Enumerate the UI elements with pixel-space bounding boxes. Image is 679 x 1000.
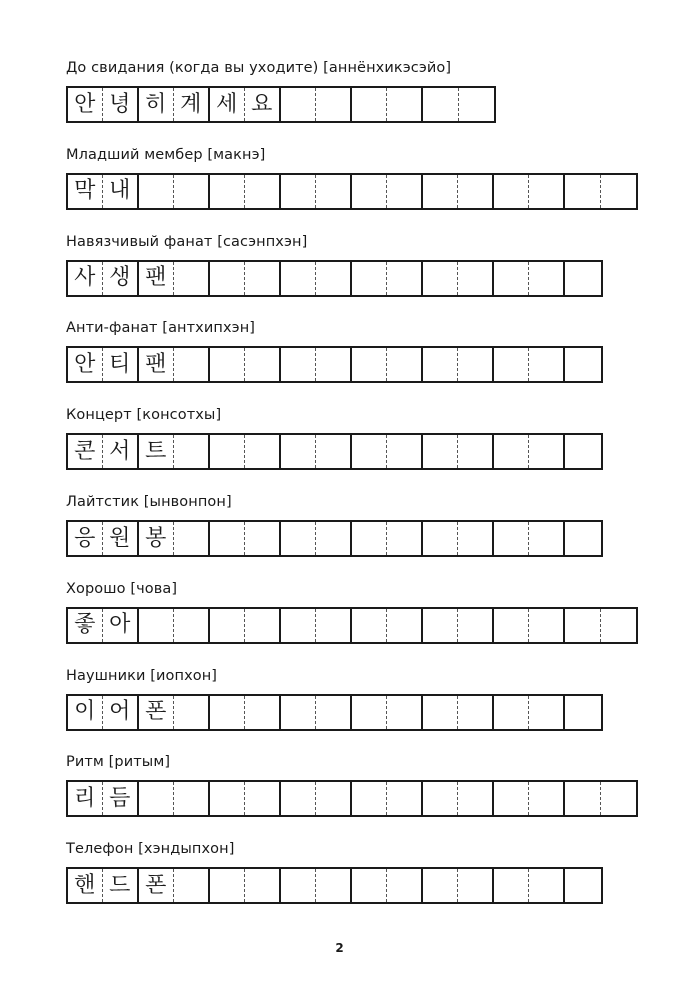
blank-cell[interactable] xyxy=(245,869,279,902)
hangul-char[interactable]: 내 xyxy=(109,178,131,204)
blank-cell[interactable] xyxy=(494,522,529,555)
blank-cell[interactable] xyxy=(139,175,174,208)
grid-square xyxy=(565,869,601,902)
hangul-char[interactable]: 좋 xyxy=(68,609,103,642)
blank-cell[interactable] xyxy=(316,348,350,381)
blank-cell[interactable] xyxy=(210,435,245,468)
grid-square xyxy=(281,262,352,295)
blank-cell[interactable] xyxy=(387,609,421,642)
grid-square xyxy=(565,435,601,468)
entry-label: Хорошо [чова] xyxy=(66,580,178,597)
grid-square xyxy=(68,435,139,468)
blank-cell[interactable] xyxy=(458,262,492,295)
grid-square xyxy=(139,88,210,121)
blank-cell[interactable] xyxy=(245,435,279,468)
grid-square xyxy=(281,869,352,902)
grid-square xyxy=(210,869,281,902)
blank-cell[interactable] xyxy=(494,262,529,295)
blank-cell[interactable] xyxy=(387,348,421,381)
blank-cell[interactable] xyxy=(281,88,316,121)
blank-cell[interactable] xyxy=(245,175,279,208)
writing-grid xyxy=(66,520,603,557)
blank-cell[interactable] xyxy=(423,175,458,208)
grid-square xyxy=(210,696,281,729)
blank-cell[interactable] xyxy=(387,435,421,468)
grid-square xyxy=(352,609,423,642)
grid-square xyxy=(423,348,494,381)
blank-cell[interactable] xyxy=(387,88,421,121)
blank-cell[interactable] xyxy=(387,262,421,295)
grid-square xyxy=(494,175,565,208)
entry-label: Концерт [консотхы] xyxy=(66,407,222,424)
blank-cell[interactable] xyxy=(281,348,316,381)
blank-cell[interactable] xyxy=(352,262,387,295)
grid-square xyxy=(565,175,636,208)
blank-cell[interactable] xyxy=(316,696,350,729)
grid-square xyxy=(565,262,601,295)
blank-cell[interactable] xyxy=(494,869,529,902)
hangul-char[interactable]: 응 xyxy=(68,522,103,555)
hangul-char[interactable]: 폰 xyxy=(139,696,174,729)
blank-cell[interactable] xyxy=(423,782,458,815)
grid-square xyxy=(494,696,565,729)
grid-square xyxy=(565,696,601,729)
practice-entry xyxy=(66,580,178,638)
blank-cell[interactable] xyxy=(494,435,529,468)
grid-square xyxy=(565,782,636,815)
blank-cell[interactable] xyxy=(387,869,421,902)
blank-cell[interactable] xyxy=(529,175,563,208)
blank-cell[interactable] xyxy=(352,348,387,381)
blank-cell[interactable] xyxy=(529,609,563,642)
grid-square xyxy=(281,522,352,555)
blank-cell[interactable] xyxy=(174,262,208,295)
blank-cell[interactable] xyxy=(494,696,529,729)
grid-square xyxy=(210,88,281,121)
blank-cell[interactable] xyxy=(316,609,350,642)
entry-label: Навязчивый фанат [сасэнпхэн] xyxy=(66,233,308,250)
grid-square xyxy=(352,88,423,121)
blank-cell[interactable] xyxy=(316,522,350,555)
entry-label: Телефон [хэндыпхон] xyxy=(66,841,235,858)
grid-square xyxy=(352,522,423,555)
blank-cell[interactable] xyxy=(174,435,208,468)
hangul-char[interactable]: 사 xyxy=(68,262,103,295)
hangul-char[interactable]: 콘 xyxy=(68,435,103,468)
grid-square xyxy=(565,522,601,555)
practice-entry xyxy=(66,233,308,291)
hangul-char[interactable]: 팬 xyxy=(139,348,174,381)
hangul-char[interactable]: 폰 xyxy=(139,869,174,902)
blank-cell[interactable] xyxy=(423,869,458,902)
blank-cell[interactable] xyxy=(281,435,316,468)
practice-entry xyxy=(66,840,235,898)
practice-entry xyxy=(66,59,452,117)
writing-grid xyxy=(66,607,638,644)
writing-grid xyxy=(66,780,638,817)
grid-square xyxy=(68,262,139,295)
entry-label: До свидания (когда вы уходите) [аннёнхикэсэйо] xyxy=(66,60,452,76)
grid-square xyxy=(281,88,352,121)
page-number: 2 xyxy=(335,941,344,955)
hangul-char[interactable]: 드 xyxy=(109,872,131,898)
blank-cell[interactable] xyxy=(494,348,529,381)
blank-cell[interactable] xyxy=(281,869,316,902)
grid-square xyxy=(210,435,281,468)
blank-cell[interactable] xyxy=(565,435,601,468)
grid-square xyxy=(281,348,352,381)
practice-entry xyxy=(66,319,256,377)
blank-cell[interactable] xyxy=(387,782,421,815)
grid-square xyxy=(281,435,352,468)
blank-cell[interactable] xyxy=(565,175,601,208)
blank-cell[interactable] xyxy=(565,348,601,381)
hangul-char[interactable]: 안 xyxy=(68,88,103,121)
grid-square xyxy=(210,522,281,555)
blank-cell[interactable] xyxy=(210,782,245,815)
entry-label: Наушники [иопхон] xyxy=(66,667,218,684)
blank-cell[interactable] xyxy=(352,175,387,208)
hangul-char[interactable]: 녕 xyxy=(109,91,131,117)
grid-square xyxy=(139,696,210,729)
grid-square xyxy=(352,782,423,815)
hangul-char[interactable]: 아 xyxy=(109,612,131,638)
blank-cell[interactable] xyxy=(529,869,563,902)
blank-cell[interactable] xyxy=(423,696,458,729)
hangul-char[interactable]: 팬 xyxy=(139,262,174,295)
hangul-char[interactable]: 트 xyxy=(139,435,174,468)
blank-cell[interactable] xyxy=(245,609,279,642)
grid-square xyxy=(423,175,494,208)
hangul-char[interactable]: 생 xyxy=(109,265,131,291)
blank-cell[interactable] xyxy=(529,696,563,729)
blank-cell[interactable] xyxy=(281,696,316,729)
grid-square xyxy=(494,348,565,381)
blank-cell[interactable] xyxy=(210,522,245,555)
grid-square xyxy=(68,782,139,815)
blank-cell[interactable] xyxy=(494,609,529,642)
blank-cell[interactable] xyxy=(423,262,458,295)
hangul-char[interactable]: 이 xyxy=(68,696,103,729)
entry-label: Анти-фанат [антхипхэн] xyxy=(66,320,256,337)
hangul-char[interactable]: 핸 xyxy=(68,869,103,902)
blank-cell[interactable] xyxy=(210,175,245,208)
blank-cell[interactable] xyxy=(316,869,350,902)
grid-square xyxy=(139,782,210,815)
blank-cell[interactable] xyxy=(174,522,208,555)
grid-square xyxy=(68,609,139,642)
grid-square xyxy=(139,175,210,208)
blank-cell[interactable] xyxy=(210,696,245,729)
practice-entry xyxy=(66,667,218,725)
practice-entry xyxy=(66,146,266,204)
grid-square xyxy=(565,609,636,642)
grid-square xyxy=(210,609,281,642)
grid-square xyxy=(139,262,210,295)
blank-cell[interactable] xyxy=(245,696,279,729)
blank-cell[interactable] xyxy=(174,609,208,642)
grid-square xyxy=(281,782,352,815)
blank-cell[interactable] xyxy=(316,175,350,208)
blank-cell[interactable] xyxy=(423,88,459,121)
blank-cell[interactable] xyxy=(316,88,350,121)
blank-cell[interactable] xyxy=(139,609,174,642)
grid-square xyxy=(210,175,281,208)
grid-square xyxy=(423,88,494,121)
grid-square xyxy=(68,175,139,208)
blank-cell[interactable] xyxy=(316,435,350,468)
practice-entry xyxy=(66,493,232,551)
grid-square xyxy=(210,348,281,381)
entry-label: Младший мембер [макнэ] xyxy=(66,146,266,163)
blank-cell[interactable] xyxy=(281,262,316,295)
grid-square xyxy=(281,175,352,208)
grid-square xyxy=(352,348,423,381)
grid-square xyxy=(68,88,139,121)
blank-cell[interactable] xyxy=(459,88,495,121)
grid-square xyxy=(423,609,494,642)
hangul-char[interactable]: 어 xyxy=(109,699,131,725)
blank-cell[interactable] xyxy=(458,696,492,729)
blank-cell[interactable] xyxy=(352,435,387,468)
blank-cell[interactable] xyxy=(458,782,492,815)
grid-square xyxy=(139,348,210,381)
grid-square xyxy=(352,262,423,295)
grid-square xyxy=(494,869,565,902)
grid-square xyxy=(494,522,565,555)
blank-cell[interactable] xyxy=(565,782,601,815)
blank-cell[interactable] xyxy=(458,175,492,208)
blank-cell[interactable] xyxy=(245,782,279,815)
blank-cell[interactable] xyxy=(210,609,245,642)
blank-cell[interactable] xyxy=(316,782,350,815)
blank-cell[interactable] xyxy=(565,522,601,555)
blank-cell[interactable] xyxy=(352,522,387,555)
grid-square xyxy=(281,696,352,729)
grid-square xyxy=(352,696,423,729)
blank-cell[interactable] xyxy=(423,348,458,381)
hangul-char[interactable]: 안 xyxy=(68,348,103,381)
grid-square xyxy=(423,782,494,815)
blank-cell[interactable] xyxy=(281,522,316,555)
blank-cell[interactable] xyxy=(387,522,421,555)
blank-cell[interactable] xyxy=(139,782,174,815)
blank-cell[interactable] xyxy=(529,435,563,468)
grid-square xyxy=(494,609,565,642)
grid-square xyxy=(139,435,210,468)
grid-square xyxy=(565,348,601,381)
blank-cell[interactable] xyxy=(529,348,563,381)
grid-square xyxy=(423,262,494,295)
grid-square xyxy=(139,522,210,555)
blank-cell[interactable] xyxy=(494,782,529,815)
blank-cell[interactable] xyxy=(387,175,421,208)
grid-square xyxy=(423,869,494,902)
blank-cell[interactable] xyxy=(281,175,316,208)
blank-cell[interactable] xyxy=(387,696,421,729)
grid-square xyxy=(352,175,423,208)
writing-grid xyxy=(66,694,603,731)
blank-cell[interactable] xyxy=(245,522,279,555)
hangul-char[interactable]: 요 xyxy=(251,91,273,117)
blank-cell[interactable] xyxy=(601,175,637,208)
hangul-char[interactable]: 히 xyxy=(139,88,174,121)
hangul-char[interactable]: 티 xyxy=(109,351,131,377)
writing-grid xyxy=(66,86,496,123)
blank-cell[interactable] xyxy=(565,869,601,902)
blank-cell[interactable] xyxy=(565,696,601,729)
grid-square xyxy=(423,696,494,729)
blank-cell[interactable] xyxy=(245,348,279,381)
grid-square xyxy=(68,869,139,902)
blank-cell[interactable] xyxy=(458,435,492,468)
blank-cell[interactable] xyxy=(174,175,208,208)
blank-cell[interactable] xyxy=(458,869,492,902)
practice-entry xyxy=(66,753,171,811)
blank-cell[interactable] xyxy=(174,869,208,902)
entry-label: Ритм [ритым] xyxy=(66,754,171,771)
blank-cell[interactable] xyxy=(210,262,245,295)
writing-grid xyxy=(66,346,603,383)
blank-cell[interactable] xyxy=(565,262,601,295)
blank-cell[interactable] xyxy=(316,262,350,295)
blank-cell[interactable] xyxy=(281,609,316,642)
writing-grid xyxy=(66,173,638,210)
blank-cell[interactable] xyxy=(423,435,458,468)
hangul-char[interactable]: 원 xyxy=(109,525,131,551)
grid-square xyxy=(494,782,565,815)
blank-cell[interactable] xyxy=(352,869,387,902)
hangul-char[interactable]: 리 xyxy=(68,782,103,815)
grid-square xyxy=(210,262,281,295)
practice-entry xyxy=(66,406,222,464)
grid-square xyxy=(423,522,494,555)
blank-cell[interactable] xyxy=(529,262,563,295)
blank-cell[interactable] xyxy=(458,348,492,381)
blank-cell[interactable] xyxy=(494,175,529,208)
writing-grid xyxy=(66,260,603,297)
blank-cell[interactable] xyxy=(601,782,637,815)
writing-grid xyxy=(66,433,603,470)
blank-cell[interactable] xyxy=(210,348,245,381)
blank-cell[interactable] xyxy=(352,88,387,121)
hangul-char[interactable]: 막 xyxy=(68,175,103,208)
grid-square xyxy=(139,609,210,642)
grid-square xyxy=(281,609,352,642)
grid-square xyxy=(210,782,281,815)
blank-cell[interactable] xyxy=(210,869,245,902)
blank-cell[interactable] xyxy=(174,782,208,815)
grid-square xyxy=(494,435,565,468)
entry-label: Лайтстик [ынвонпон] xyxy=(66,494,232,510)
blank-cell[interactable] xyxy=(529,522,563,555)
grid-square xyxy=(68,522,139,555)
hangul-char[interactable]: 봉 xyxy=(139,522,174,555)
hangul-char[interactable]: 서 xyxy=(109,438,131,464)
hangul-char[interactable]: 세 xyxy=(210,88,245,121)
grid-square xyxy=(352,435,423,468)
grid-square xyxy=(352,869,423,902)
blank-cell[interactable] xyxy=(174,696,208,729)
grid-square xyxy=(139,869,210,902)
blank-cell[interactable] xyxy=(352,609,387,642)
blank-cell[interactable] xyxy=(458,609,492,642)
blank-cell[interactable] xyxy=(352,782,387,815)
writing-grid xyxy=(66,867,603,904)
blank-cell[interactable] xyxy=(458,522,492,555)
grid-square xyxy=(494,262,565,295)
blank-cell[interactable] xyxy=(565,609,601,642)
grid-square xyxy=(423,435,494,468)
blank-cell[interactable] xyxy=(601,609,637,642)
blank-cell[interactable] xyxy=(245,262,279,295)
hangul-char[interactable]: 듬 xyxy=(109,785,131,811)
blank-cell[interactable] xyxy=(281,782,316,815)
blank-cell[interactable] xyxy=(352,696,387,729)
grid-square xyxy=(68,696,139,729)
blank-cell[interactable] xyxy=(529,782,563,815)
blank-cell[interactable] xyxy=(423,609,458,642)
blank-cell[interactable] xyxy=(174,348,208,381)
grid-square xyxy=(68,348,139,381)
hangul-char[interactable]: 계 xyxy=(180,91,202,117)
blank-cell[interactable] xyxy=(423,522,458,555)
